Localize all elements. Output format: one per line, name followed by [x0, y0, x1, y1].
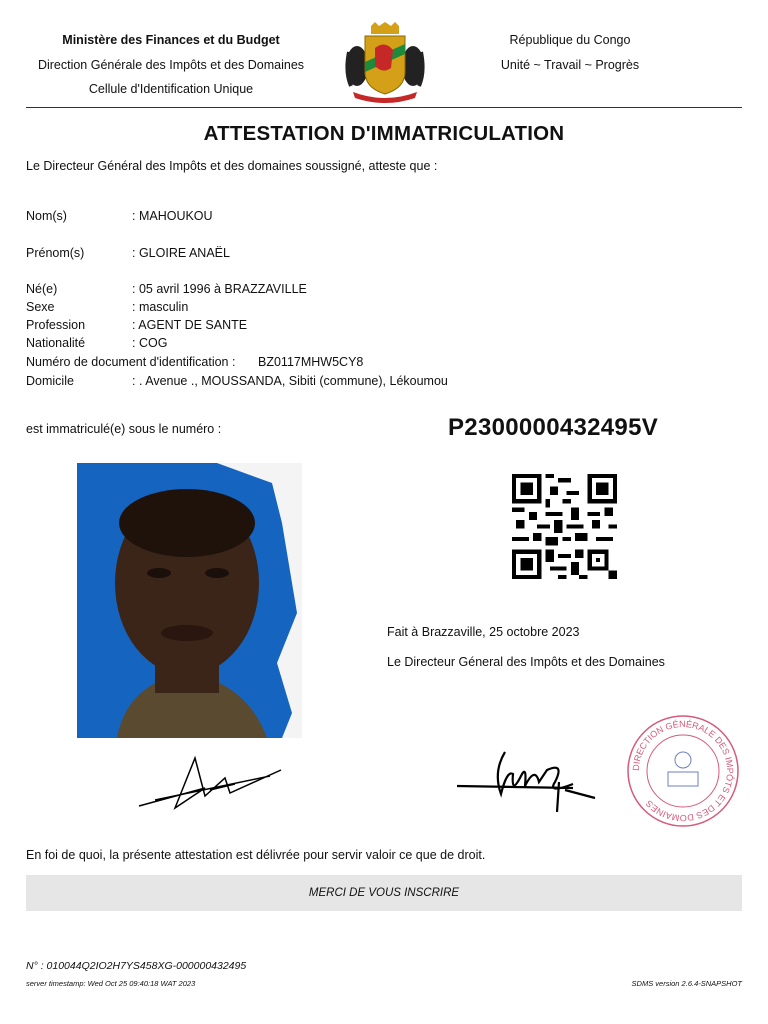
prenom-label: Prénom(s): [26, 246, 85, 260]
cell-name: Cellule d'Identification Unique: [88, 82, 254, 96]
place-date: Fait à Brazzaville, 25 octobre 2023: [387, 625, 580, 639]
software-version: SDMS version 2.6.4-SNAPSHOT: [631, 979, 742, 988]
birth-label: Né(e): [26, 282, 58, 296]
thanks-banner-text: MERCI DE VOUS INSCRIRE: [308, 887, 460, 899]
stamp-text: DIRECTION GÉNÉRALE DES IMPÔTS ET DES DOMAINES: [630, 718, 736, 824]
document-number: N° : 010044Q2IO2H7YS458XG-000000432495: [26, 960, 247, 972]
profession-label: Profession: [26, 318, 86, 332]
director-signature: [455, 742, 605, 822]
id-photo: [77, 463, 302, 738]
qr-code-icon: [512, 474, 617, 579]
closing-text: En foi de quoi, la présente attestation est délivrée pour servir valoir ce que de droit.: [26, 848, 486, 862]
issuer-block: [26, 28, 316, 102]
national-motto: Unité ~ Travail ~ Progrès: [500, 57, 640, 72]
official-stamp: [626, 714, 740, 828]
registration-number: P2300000432495V: [448, 414, 659, 441]
birth-value: : 05 avril 1996 à BRAZZAVILLE: [132, 282, 307, 296]
intro-text: Le Directeur Général des Impôts et des domaines soussigné, atteste que :: [26, 159, 438, 173]
nom-label: Nom(s): [26, 209, 67, 223]
coat-of-arms-icon: [345, 22, 425, 104]
thanks-banner: [26, 875, 742, 911]
nationality-label: Nationalité: [26, 336, 86, 350]
sex-value: : masculin: [132, 300, 189, 314]
registration-text: est immatriculé(e) sous le numéro :: [26, 422, 222, 436]
id-document-value: BZ0117MHW5CY8: [258, 355, 364, 369]
nationality-value: : COG: [132, 336, 168, 350]
prenom-value: : GLOIRE ANAËL: [132, 246, 230, 260]
nom-value: : MAHOUKOU: [132, 209, 213, 223]
sex-label: Sexe: [26, 300, 55, 314]
country-block: [470, 28, 670, 77]
country-name: République du Congo: [509, 33, 631, 47]
address-value: : . Avenue ., MOUSSANDA, Sibiti (commune), Lékoumou: [132, 374, 448, 388]
header-divider: [26, 107, 742, 108]
document-title: ATTESTATION D'IMMATRICULATION: [203, 122, 565, 145]
signatory-title: Le Directeur Géneral des Impôts et des Domaines: [387, 655, 665, 669]
address-label: Domicile: [26, 374, 74, 388]
direction-name: Direction Générale des Impôts et des Domaines: [37, 57, 305, 72]
profession-value: : AGENT DE SANTE: [132, 318, 248, 332]
holder-signature: [135, 748, 285, 818]
ministry-name: Ministère des Finances et du Budget: [62, 33, 280, 47]
server-timestamp: server timestamp: Wed Oct 25 09:40:18 WAT 2023: [26, 979, 196, 988]
id-document-label: Numéro de document d'identification :: [26, 355, 236, 369]
